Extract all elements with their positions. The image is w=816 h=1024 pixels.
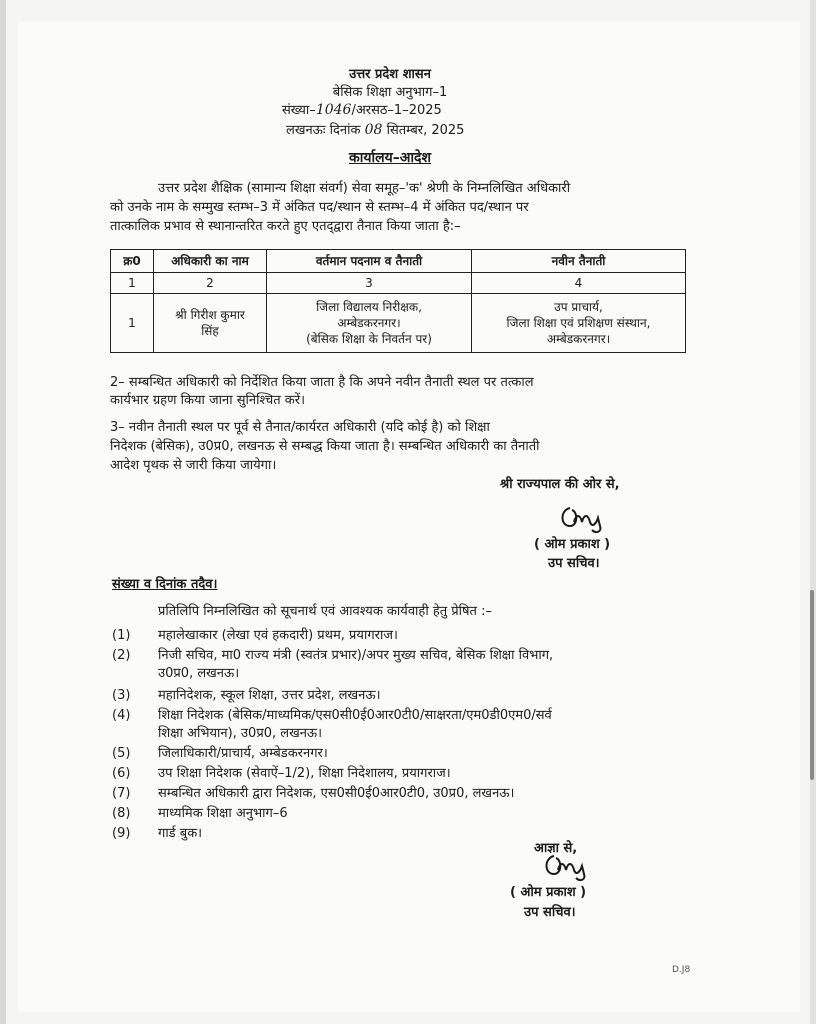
copy-item-number: (3) [112,688,131,703]
copy-item-number: (9) [112,826,131,841]
copy-item-4-line-2: शिक्षा अभियान), उ0प्र0, लखनऊ। [158,726,323,741]
copy-item-number: (5) [112,746,131,761]
header-officer-name: अधिकारी का नाम [154,250,267,273]
vertical-scrollbar[interactable] [810,590,814,780]
copy-item-4-line-1: शिक्षा निदेशक (बेसिक/माध्यमिक/एस0सी0ई0आर0टी0/साक्षरता/एम0डी0एम0/सर्व [158,708,552,723]
para3-line-3: आदेश पृथक से जारी किया जायेगा। [110,458,277,473]
copy-item-number: (7) [112,786,131,801]
footer-code: D.J8 [672,965,691,975]
table-header-row [111,250,686,273]
copy-lead: प्रतिलिपि निम्नलिखित को सूचनार्थ एवं आवश्यक कार्यवाही हेतु प्रेषित :– [158,604,492,619]
col-number-1: 1 [111,273,154,294]
copy-item-number: (4) [112,708,131,723]
header-serial: क्र0 [111,250,154,273]
copy-heading: संख्या व दिनांक तदैव। [112,577,218,592]
copy-item-9: गार्ड बुक। [158,826,203,841]
signature-mark-2 [540,848,596,882]
intro-line-2: को उनके नाम के सम्मुख स्तम्भ–3 में अंकित पद/स्थान से स्तम्भ–4 में अंकित पद/स्थान पर [110,200,529,215]
signatory-designation-2: उप सचिव। [524,905,576,920]
para2-line-1: 2– सम्बन्धित अधिकारी को निर्देशित किया जाता है कि अपने नवीन तैनाती स्थल पर तत्काल [110,375,534,390]
row-officer-name [154,294,267,353]
on-behalf-of-governor: श्री राज्यपाल की ओर से, [500,477,620,492]
col-number-3: 3 [267,273,472,294]
header-current-posting: वर्तमान पदनाम व तैनाती [267,250,472,273]
col-number-2: 2 [154,273,267,294]
by-order: आज्ञा से, [534,841,578,856]
para2-line-2: कार्यभार ग्रहण किया जाना सुनिश्चित करें। [110,393,306,408]
new-posting-line-2: जिला शिक्षा एवं प्रशिक्षण संस्थान, [506,316,651,330]
copy-item-2-line-1: निजी सचिव, मा0 राज्य मंत्री (स्वतंत्र प्रभार)/अपर मुख्य सचिव, बेसिक शिक्षा विभाग, [158,648,554,663]
col-number-4: 4 [472,273,686,294]
copy-item-2-line-2: उ0प्र0, लखनऊ। [158,666,240,681]
date-suffix: सितम्बर, 2025 [386,123,465,138]
copy-item-number: (2) [112,648,131,663]
copy-item-1: महालेखाकार (लेखा एवं हकदारी) प्रथम, प्रयागराज। [158,628,398,643]
govt-name: उत्तर प्रदेश शासन [349,67,431,82]
letter-number-suffix: /अरसठ–1–2025 [351,103,442,118]
officer-name-line-1: श्री गिरीश कुमार [175,308,245,322]
viewer-edge-left [0,0,6,1024]
row-serial: 1 [111,294,154,353]
officer-name-line-2: सिंह [201,324,219,338]
current-posting-line-1: जिला विद्यालय निरीक्षक, [316,300,422,314]
current-posting-line-3: (बेसिक शिक्षा के निवर्तन पर) [306,332,432,346]
intro-line-1: उत्तर प्रदेश शैक्षिक (सामान्य शिक्षा संवर्ग) सेवा समूह–'क' श्रेणी के निम्नलिखित अधिकारी [158,181,571,196]
copy-item-5: जिलाधिकारी/प्राचार्य, अम्बेडकरनगर। [158,746,328,761]
new-posting-line-1: उप प्राचार्य, [554,300,603,314]
copy-item-6: उप शिक्षा निदेशक (सेवाऐं–1/2), शिक्षा निदेशालय, प्रयागराज। [158,766,451,781]
date-day-handwritten: 08 [364,122,383,138]
signatory-designation-1: उप सचिव। [548,556,600,571]
row-current-posting [267,294,472,353]
signatory-name-2: ( ओम प्रकाश ) [510,885,587,900]
date-prefix: लखनऊः दिनांक [286,123,361,138]
letter-date [286,122,464,139]
order-title: कार्यालय–आदेश [349,150,431,166]
intro-line-3: तात्कालिक प्रभाव से स्थानान्तरित करते हुए एतद्‌द्वारा तैनात किया जाता है:– [110,219,461,234]
viewer-edge-right [810,0,816,1024]
table-row [111,294,686,353]
copy-item-8: माध्यमिक शिक्षा अनुभाग–6 [158,806,288,821]
letter-number [282,102,442,119]
department-section: बेसिक शिक्षा अनुभाग–1 [332,85,448,100]
letter-number-prefix: संख्या– [282,103,316,118]
para3-line-2: निदेशक (बेसिक), उ0प्र0, लखनऊ से सम्बद्ध किया जाता है। सम्बन्धित अधिकारी का तैनाती [110,439,540,454]
table-column-number-row [111,273,686,294]
copy-item-number: (8) [112,806,131,821]
signatory-name-1: ( ओम प्रकाश ) [534,537,611,552]
signature-mark-1 [556,500,612,534]
header-new-posting: नवीन तैनाती [472,250,686,273]
current-posting-line-2: अम्बेडकरनगर। [337,316,401,330]
transfer-table [110,249,686,353]
document-page [18,22,800,1012]
copy-item-3: महानिदेशक, स्कूल शिक्षा, उत्तर प्रदेश, लखनऊ। [158,688,381,703]
letter-number-handwritten: 1046 [315,102,352,118]
row-new-posting [472,294,686,353]
copy-item-7: सम्बन्धित अधिकारी द्वारा निदेशक, एस0सी0ई0आर0टी0, उ0प्र0, लखनऊ। [158,786,515,801]
para3-line-1: 3– नवीन तैनाती स्थल पर पूर्व से तैनात/कार्यरत अधिकारी (यदि कोई है) को शिक्षा [110,420,490,435]
copy-item-number: (1) [112,628,131,643]
copy-item-number: (6) [112,766,131,781]
new-posting-line-3: अम्बेडकरनगर। [546,332,611,346]
